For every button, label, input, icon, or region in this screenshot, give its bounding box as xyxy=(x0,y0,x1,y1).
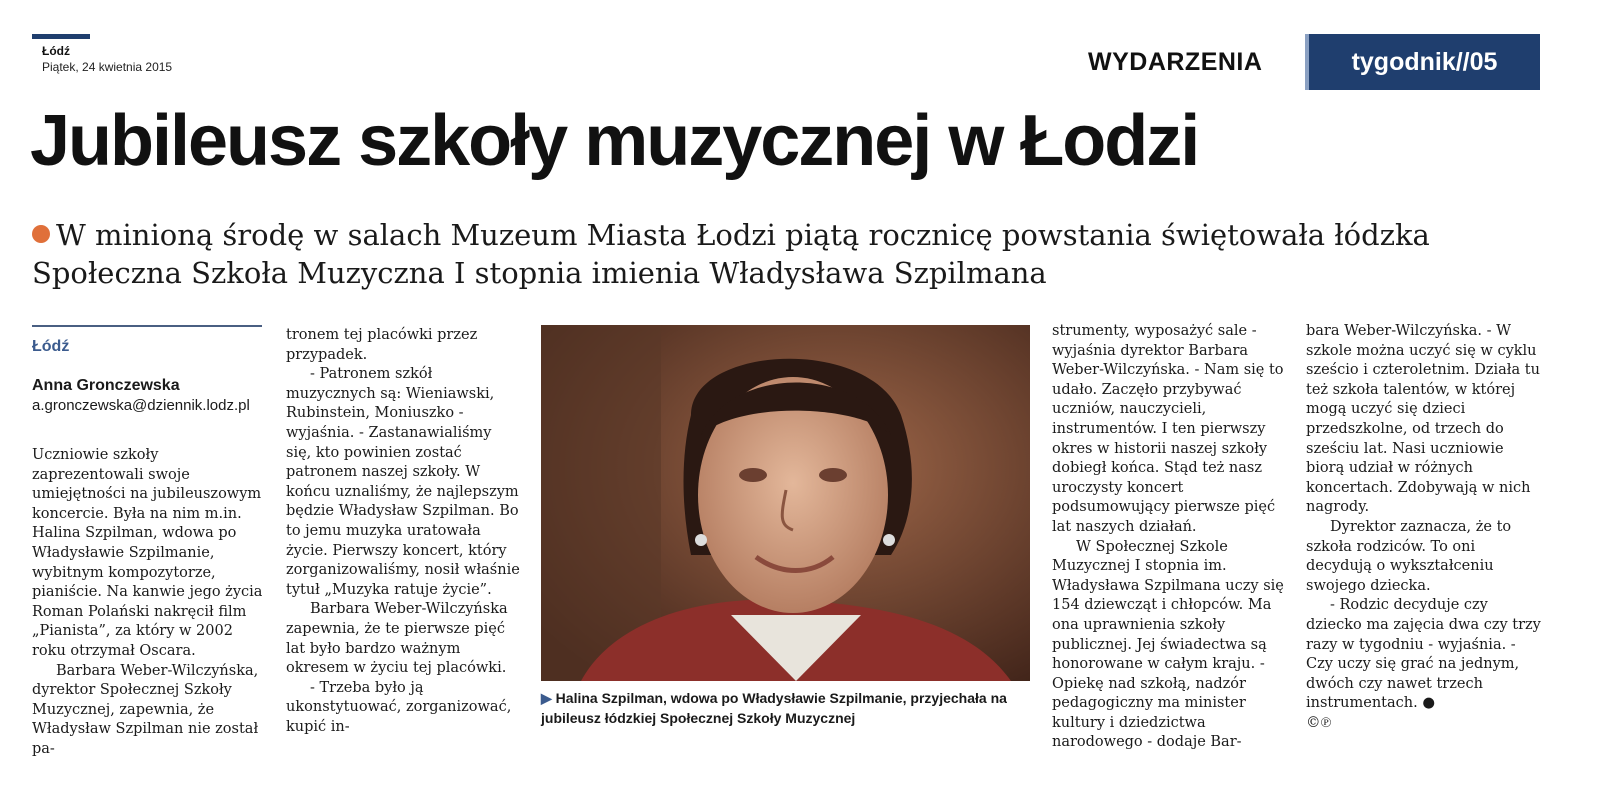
lead-text: W minioną środę w salach Muzeum Miasta Łodzi piątą rocznicę powstania świętowała łódzka Społeczna Szkoła Muzyczna I stopnia imienia Władysława Szpilmana xyxy=(32,218,1430,290)
header-accent-bar xyxy=(32,34,90,39)
caption-arrow-icon: ▶ xyxy=(541,690,552,706)
author-name: Anna Gronczewska xyxy=(32,377,180,394)
paragraph: - Trzeba było ją ukonstytuować, zorganizować, kupić in- xyxy=(286,679,512,735)
caption-text: Halina Szpilman, wdowa po Władysławie Szpilmanie, przyjechała na jubileusz łódzkiej Społecznej Szkoły Muzycznej xyxy=(541,690,1007,726)
paragraph: - Patronem szkół muzycznych są: Wieniawski, Rubinstein, Moniuszko - wyjaśnia. - Zastanawialiśmy się, kto powinien zostać patronem naszej szkoły. W końcu uznaliśmy, że najlepszym będzie Władysław Szpilman. Bo to jemu muzyka uratowała życie. Pierwszy koncert, który zorganizowaliśmy, nosił właśnie tytuł „Muzyka ratuje życie”. xyxy=(286,366,520,598)
paragraph: - Rodzic decyduje czy dziecko ma zajęcia dwa czy trzy razy w tygodniu - wyjaśnia. - Czy uczy się grać na jednym, dwóch czy nawet trzech instrumentach. ● xyxy=(1306,597,1541,712)
paragraph: W Społecznej Szkole Muzycznej I stopnia im. Władysława Szpilmana uczy się 154 dziewcząt i chłopców. Ma ona uprawnienia szkoły publicznej. Jej świadectwa są honorowane w całym kraju. - Opiekę nad szkołą, nadzór pedagogiczny ma minister kultury i dziedzictwa narodowego - dodaje Bar- xyxy=(1052,538,1284,751)
section-label: WYDARZENIA xyxy=(1088,48,1263,76)
photo-caption xyxy=(541,688,1041,728)
paragraph: strumenty, wyposażyć sale - wyjaśnia dyrektor Barbara Weber-Wilczyńska. - Nam się to udało. Zaczęło przybywać uczniów, nauczycieli, instrumentów. I ten pierwszy okres w historii naszej szkoły dobiegł końca. Stąd też nasz uroczysty koncert podsumowujący pierwsze pięć lat naszych działań. xyxy=(1052,323,1284,535)
copyright-mark: ©℗ xyxy=(1306,714,1332,731)
paragraph: Barbara Weber-Wilczyńska zapewnia, że te pierwsze pięć lat było bardzo ważnym okresem w życiu tej placówki. xyxy=(286,601,508,677)
header-date: Piątek, 24 kwietnia 2015 xyxy=(42,60,173,74)
bullet-dot-icon xyxy=(32,225,50,243)
lead-paragraph xyxy=(32,216,1532,292)
article-column-4 xyxy=(1306,322,1542,733)
author-email: a.gronczewska@dziennik.lodz.pl xyxy=(32,397,250,414)
paragraph: Barbara Weber-Wilczyńska, dyrektor Społecznej Szkoły Muzycznej, zapewnia, że Władysław Szpilman nie został pa- xyxy=(32,662,259,757)
article-column-3 xyxy=(1052,322,1288,753)
paragraph: Uczniowie szkoły zaprezentowali swoje umiejętności na jubileuszowym koncercie. Była na nim m.in. Halina Szpilman, wdowa po Władysławie Szpilmanie, wybitnym kompozytorze, pianiście. Na kanwie jego życia Roman Polański nakręcił film „Pianista”, za który w 2002 roku otrzymał Oscara. xyxy=(32,447,263,659)
article-column-2 xyxy=(286,326,520,737)
headline: Jubileusz szkoły muzycznej w Łodzi xyxy=(30,101,1199,181)
article-column-1 xyxy=(32,446,264,760)
byline-rule xyxy=(32,325,262,327)
portrait-photo-illustration xyxy=(541,325,1030,681)
issue-badge: tygodnik//05 xyxy=(1305,34,1540,90)
header-city: Łódź xyxy=(42,44,70,58)
paragraph: Dyrektor zaznacza, że to szkoła rodziców. To oni decydują o wykształceniu swojego dziecka. xyxy=(1306,518,1512,594)
paragraph: bara Weber-Wilczyńska. - W szkole można uczyć się w cyklu sześcio i czteroletnim. Działa tu też szkoła talentów, w której mogą uczyć się dzieci przedszkolne, od trzech do sześciu lat. Nasi uczniowie biorą udział w różnych koncertach. Zdobywają w nich nagrody. xyxy=(1306,323,1540,516)
dateline-location: Łódź xyxy=(32,338,70,355)
paragraph: tronem tej placówki przez przypadek. xyxy=(286,327,478,363)
article-photo xyxy=(541,325,1030,681)
